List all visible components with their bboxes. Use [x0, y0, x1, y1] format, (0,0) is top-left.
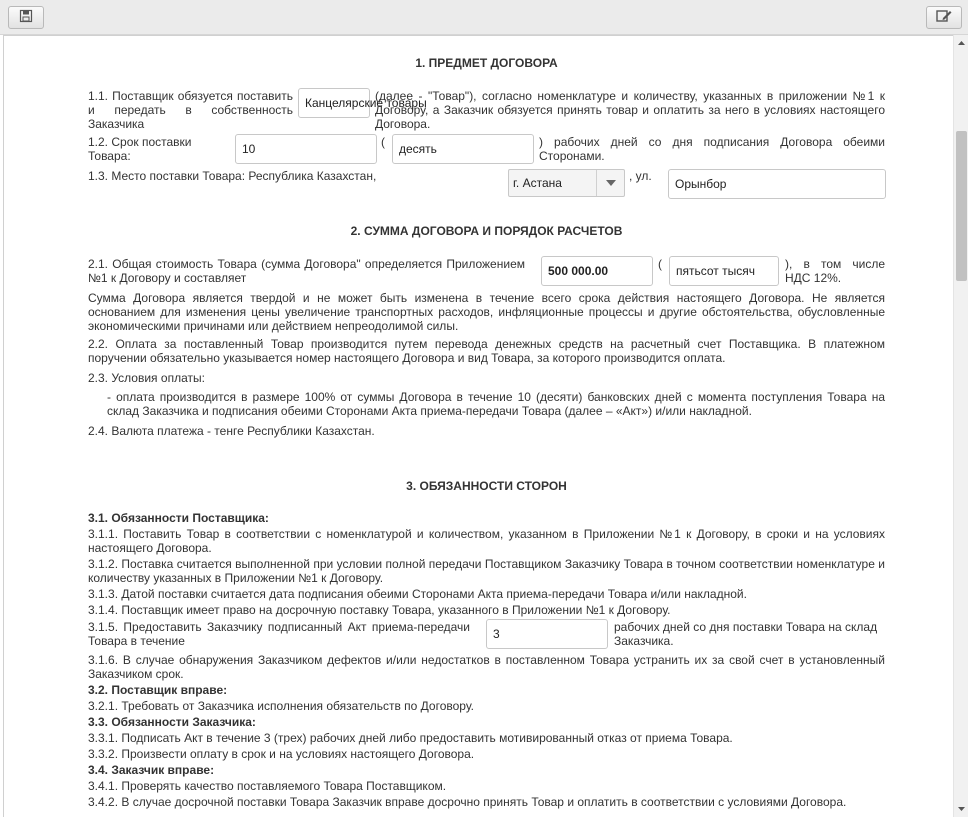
- top-toolbar: [0, 0, 968, 35]
- clause-2-1-continuation: ), в том числе НДС 12%.: [785, 257, 885, 285]
- heading-3-2: 3.2. Поставщик вправе:: [88, 683, 228, 697]
- clause-3-1-3: 3.1.3. Датой поставки считается дата подписания обеими Сторонами Акта приема-передачи Товара и/или накладной.: [88, 587, 747, 601]
- scroll-up-icon[interactable]: [954, 35, 969, 51]
- chevron-down-icon: [596, 170, 624, 196]
- delivery-days-words-input[interactable]: десять: [392, 134, 534, 164]
- city-select-value: г. Астана: [513, 176, 562, 190]
- edit-button[interactable]: [926, 6, 962, 29]
- save-icon: [20, 10, 32, 25]
- street-input[interactable]: Орынбор: [668, 169, 886, 199]
- clause-2-3-item: - оплата производится в размере 100% от суммы Договора в течение 10 (десяти) банковских дней с момента поступления Товара на склад Заказчика и подписания обеими Сторонами Акта приема-передачи Товара (далее – «Акт») и/или накладной.: [107, 390, 885, 418]
- clause-2-1-text: 2.1. Общая стоимость Товара (сумма Договора" определяется Приложением №1 к Договору и составляет: [88, 257, 525, 285]
- contract-amount-input[interactable]: 500 000.00: [541, 256, 653, 286]
- clause-3-1-6: 3.1.6. В случае обнаружения Заказчиком дефектов и/или недостатков в поставленном Товара устранить их за свой счет в установленный Заказчиком срок.: [88, 653, 885, 681]
- scroll-down-icon[interactable]: [954, 801, 969, 817]
- clause-3-3-2: 3.3.2. Произвести оплату в срок и на условиях настоящего Договора.: [88, 747, 475, 761]
- clause-1-1-text: 1.1. Поставщик обязуется поставить и передать в собственность Заказчика: [88, 89, 293, 131]
- city-select[interactable]: [508, 169, 625, 197]
- clause-1-2-text: 1.2. Срок поставки Товара:: [88, 135, 192, 163]
- clause-3-3-1: 3.3.1. Подписать Акт в течение 3 (трех) рабочих дней либо предоставить мотивированный отказ от приема Товара.: [88, 731, 733, 745]
- clause-3-1-4: 3.1.4. Поставщик имеет право на досрочную поставку Товара, указанного в Приложении №1 к Договору.: [88, 603, 671, 617]
- heading-3-3: 3.3. Обязанности Заказчика:: [88, 715, 256, 729]
- clause-3-1-5-continuation: рабочих дней со дня поставки Товара на склад Заказчика.: [614, 620, 878, 648]
- save-button[interactable]: [8, 6, 44, 29]
- section-2-title: 2. СУММА ДОГОВОРА И ПОРЯДОК РАСЧЕТОВ: [350, 224, 623, 238]
- heading-3-4: 3.4. Заказчик вправе:: [88, 763, 215, 777]
- clause-2-2: 2.2. Оплата за поставленный Товар производится путем перевода денежных средств на расчетный счет Поставщика. В платежном поручении обязательно указывается номер настоящего Договора и вид Товара, за которого производится оплата.: [88, 337, 885, 365]
- act-days-input[interactable]: 3: [486, 619, 608, 649]
- edit-icon: [936, 9, 952, 26]
- delivery-days-input[interactable]: 10: [235, 134, 377, 164]
- open-paren: (: [381, 135, 385, 149]
- amount-words-input[interactable]: пятьсот тысяч: [669, 256, 779, 286]
- clause-3-4-1: 3.4.1. Проверять качество поставляемого Товара Поставщиком.: [88, 779, 447, 793]
- section-1-title: 1. ПРЕДМЕТ ДОГОВОРА: [415, 56, 558, 70]
- street-label: , ул.: [629, 169, 652, 183]
- clause-3-1-5-text: 3.1.5. Предоставить Заказчику подписанный Акт приема-передачи Товара в течение: [88, 620, 470, 648]
- clause-3-1-2: 3.1.2. Поставка считается выполненной при условии полной передачи Поставщиком Заказчику Товара в точном соответствии номенклатуре и количеству указанных в Приложении №1 к Договору.: [88, 557, 885, 585]
- scrollbar-thumb[interactable]: [956, 131, 967, 281]
- clause-1-1-continuation: (далее - "Товар"), согласно номенклатуре и количеству, указанных в приложении №1 к Договору, а Заказчик обязуется принять товар и оплатить за него в условиях настоящего Договора.: [375, 89, 885, 131]
- section-3-title: 3. ОБЯЗАННОСТИ СТОРОН: [406, 479, 567, 493]
- clause-2-4: 2.4. Валюта платежа - тенге Республики Казахстан.: [88, 424, 375, 438]
- clause-3-1-1: 3.1.1. Поставить Товар в соответствии с номенклатурой и количеством, указанном в Приложении №1 к Договору, в сроки и на условиях настоящего Договора.: [88, 527, 885, 555]
- open-paren-amount: (: [658, 257, 662, 271]
- clause-1-3-text: 1.3. Место поставки Товара: Республика Казахстан,: [88, 169, 377, 183]
- clause-3-2-1: 3.2.1. Требовать от Заказчика исполнения обязательств по Договору.: [88, 699, 474, 713]
- vertical-scrollbar[interactable]: [953, 35, 968, 817]
- clause-3-4-2: 3.4.2. В случае досрочной поставки Товара Заказчик вправе досрочно принять Товар и оплатить в соответствии с условиями Договора.: [88, 795, 847, 809]
- clause-1-2-continuation: ) рабочих дней со дня подписания Договора обеими Сторонами.: [539, 135, 885, 163]
- document-frame: [3, 35, 968, 817]
- heading-3-1: 3.1. Обязанности Поставщика:: [88, 511, 269, 525]
- fixed-sum-paragraph: Сумма Договора является твердой и не может быть изменена в течение всего срока действия настоящего Договора. Не является основанием для изменения цены увеличение транспортных расходов, инфляционные процессы и другие обстоятельства, обусловленные экономическими причинами или действием непреодолимой силы.: [88, 291, 885, 333]
- goods-name-input[interactable]: Канцелярские товары: [298, 88, 370, 118]
- clause-2-3: 2.3. Условия оплаты:: [88, 371, 205, 385]
